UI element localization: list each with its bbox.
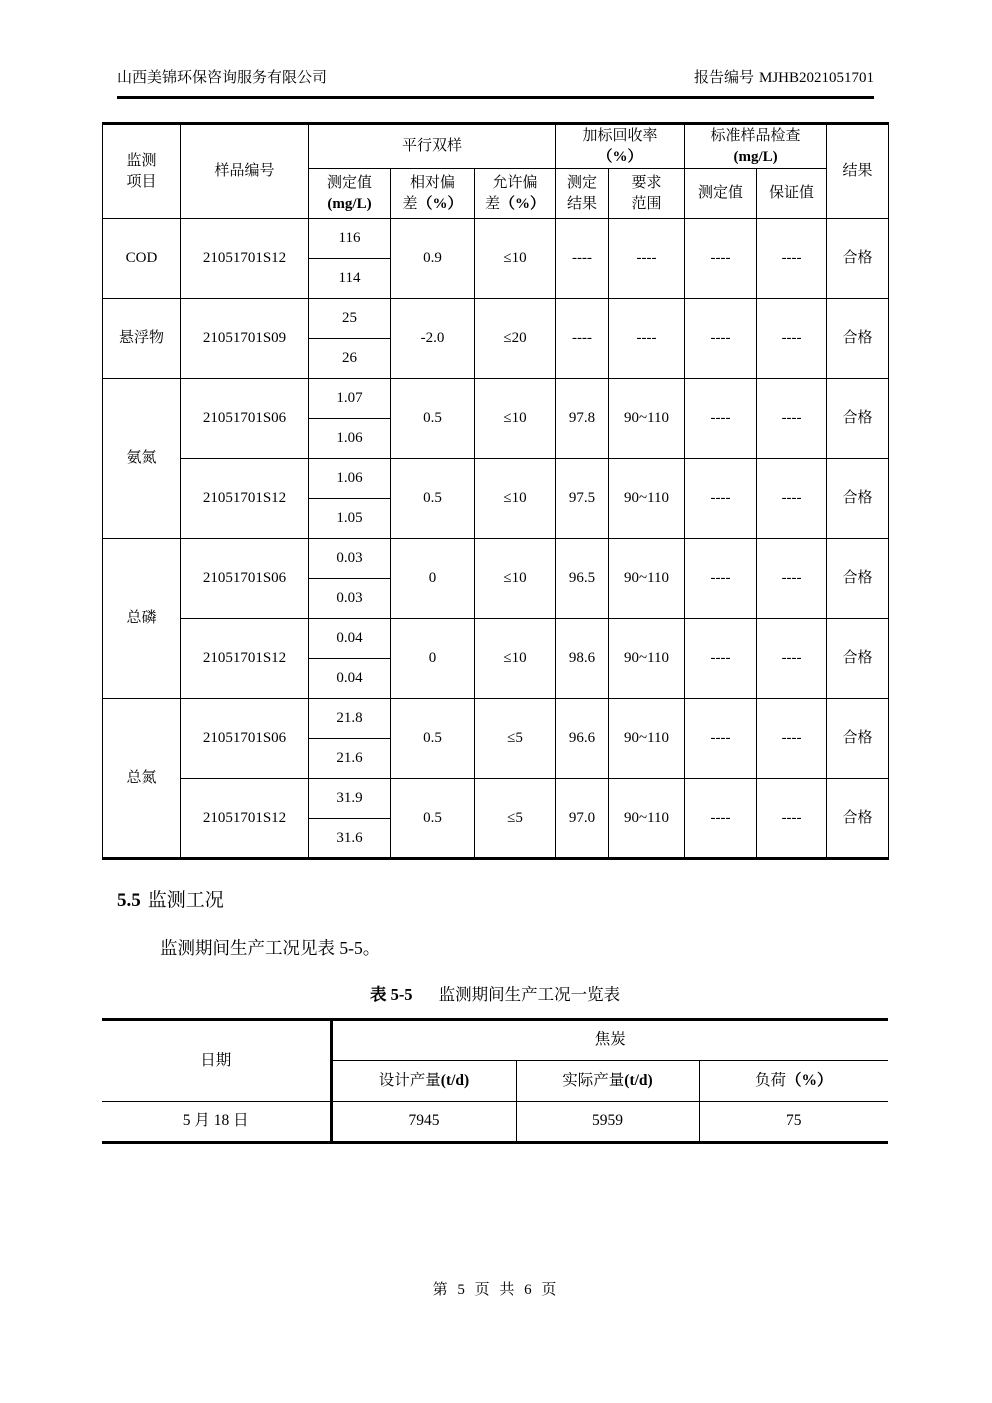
sample-id-cell: 21051701S06: [181, 379, 309, 459]
qa-row-tp-1: [103, 539, 889, 579]
prod-design-cell: 7945: [331, 1102, 516, 1143]
qa-header-rec-range-line1: 要求: [631, 174, 662, 191]
recovery-cell: 97.5: [556, 459, 609, 539]
std-certified-cell: ----: [757, 379, 827, 459]
measured-value-cell: 114: [309, 259, 391, 299]
qa-header-item: [103, 124, 181, 219]
qa-header-sample-id: 样品编号: [181, 124, 309, 219]
std-certified-cell: ----: [757, 219, 827, 299]
result-cell: 合格: [827, 299, 889, 379]
item-cell: 总氮: [103, 699, 181, 859]
std-certified-cell: ----: [757, 779, 827, 859]
qa-header-item-line2: 项目: [126, 173, 157, 190]
result-cell: 合格: [827, 779, 889, 859]
result-cell: 合格: [827, 699, 889, 779]
sample-id-cell: 21051701S12: [181, 779, 309, 859]
prod-header-load-unit: （%）: [786, 1071, 833, 1089]
item-cell: 悬浮物: [103, 299, 181, 379]
page-header: [102, 0, 888, 87]
rel-dev-cell: -2.0: [391, 299, 475, 379]
std-measured-cell: ----: [685, 539, 757, 619]
range-cell: ----: [609, 219, 685, 299]
prod-header-design-unit: (t/d): [440, 1071, 470, 1089]
allow-dev-cell: ≤10: [475, 619, 556, 699]
qa-header-rel-dev-line2: [391, 194, 474, 215]
recovery-cell: 97.8: [556, 379, 609, 459]
qa-header-rel-dev-line1: 相对偏: [409, 174, 455, 191]
section-title: 监测工况: [147, 890, 224, 911]
qa-header-result: 结果: [827, 124, 889, 219]
allow-dev-cell: ≤10: [475, 539, 556, 619]
page-number: 第 5 页 共 6 页: [432, 1282, 560, 1298]
qa-header-rec-range: [609, 169, 685, 219]
measured-value-cell: 116: [309, 219, 391, 259]
measured-value-cell: 0.03: [309, 539, 391, 579]
prod-header-date: 日期: [102, 1020, 331, 1102]
measured-value-cell: 1.05: [309, 499, 391, 539]
item-cell: 总磷: [103, 539, 181, 699]
table-caption-label: 表 5-5: [369, 985, 413, 1004]
std-measured-cell: ----: [685, 299, 757, 379]
prod-header-product: 焦炭: [331, 1020, 888, 1061]
std-measured-cell: ----: [685, 699, 757, 779]
rel-dev-cell: 0.5: [391, 779, 475, 859]
item-cell: 氨氮: [103, 379, 181, 539]
qa-header-row-1: [103, 124, 889, 169]
sample-id-cell: 21051701S12: [181, 219, 309, 299]
rel-dev-cell: 0.5: [391, 379, 475, 459]
qa-row-tn-3: [103, 779, 889, 819]
recovery-cell: ----: [556, 219, 609, 299]
allow-dev-cell: ≤5: [475, 699, 556, 779]
measured-value-cell: 1.06: [309, 459, 391, 499]
qa-header-allow-dev-line1: 允许偏: [492, 174, 538, 191]
prod-header-row-1: [102, 1020, 888, 1061]
qa-header-rec-result-line1: 测定: [567, 174, 598, 191]
result-cell: 合格: [827, 219, 889, 299]
qa-header-measured-unit: (mg/L): [327, 195, 372, 212]
std-measured-cell: ----: [685, 219, 757, 299]
std-certified-cell: ----: [757, 299, 827, 379]
allow-dev-cell: ≤5: [475, 779, 556, 859]
prod-header-load-label: 负荷: [755, 1071, 787, 1089]
report-number-value: MJHB2021051701: [758, 70, 874, 86]
qa-header-allow-dev-unit: （%）: [500, 195, 546, 212]
qa-row-nh3-1: [103, 379, 889, 419]
sample-id-cell: 21051701S06: [181, 539, 309, 619]
item-cell: COD: [103, 219, 181, 299]
qa-header-allow-dev-line2: [475, 194, 555, 215]
prod-date-cell: 5 月 18 日: [102, 1102, 331, 1143]
measured-value-cell: 25: [309, 299, 391, 339]
sample-id-cell: 21051701S12: [181, 619, 309, 699]
measured-value-cell: 21.6: [309, 739, 391, 779]
prod-header-actual: [516, 1061, 699, 1102]
qa-header-parallel: 平行双样: [309, 124, 556, 169]
recovery-cell: 98.6: [556, 619, 609, 699]
std-measured-cell: ----: [685, 779, 757, 859]
rel-dev-cell: 0.5: [391, 699, 475, 779]
rel-dev-cell: 0: [391, 539, 475, 619]
recovery-cell: 97.0: [556, 779, 609, 859]
measured-value-cell: 26: [309, 339, 391, 379]
allow-dev-cell: ≤10: [475, 379, 556, 459]
std-certified-cell: ----: [757, 539, 827, 619]
company-name: 山西美锦环保咨询服务有限公司: [117, 70, 328, 86]
qa-header-std-check: [685, 124, 827, 169]
measured-value-cell: 0.03: [309, 579, 391, 619]
std-certified-cell: ----: [757, 619, 827, 699]
qa-header-rel-dev-line2-text: 差: [402, 195, 418, 212]
allow-dev-cell: ≤10: [475, 219, 556, 299]
qa-header-rec-result: [556, 169, 609, 219]
qa-header-rel-dev: [391, 169, 475, 219]
std-measured-cell: ----: [685, 379, 757, 459]
qa-header-item-line1: 监测: [126, 152, 157, 169]
section-number: 5.5: [117, 890, 141, 911]
prod-header-design: [331, 1061, 516, 1102]
qa-header-recovery-line1: 加标回收率: [582, 127, 658, 144]
qa-header-std-certified: 保证值: [757, 169, 827, 219]
std-measured-cell: ----: [685, 459, 757, 539]
section-heading: [117, 885, 888, 912]
report-number: [694, 66, 874, 87]
recovery-cell: 96.5: [556, 539, 609, 619]
prod-header-load: [699, 1061, 888, 1102]
range-cell: ----: [609, 299, 685, 379]
range-cell: 90~110: [609, 379, 685, 459]
qa-header-allow-dev: [475, 169, 556, 219]
header-rule: [117, 96, 874, 99]
range-cell: 90~110: [609, 619, 685, 699]
qa-row-cod-1: [103, 219, 889, 259]
recovery-cell: ----: [556, 299, 609, 379]
allow-dev-cell: ≤20: [475, 299, 556, 379]
qa-row-tp-3: [103, 619, 889, 659]
sample-id-cell: 21051701S12: [181, 459, 309, 539]
qa-header-recovery-unit: （%）: [597, 148, 643, 165]
range-cell: 90~110: [609, 459, 685, 539]
std-certified-cell: ----: [757, 699, 827, 779]
measured-value-cell: 31.6: [309, 819, 391, 859]
std-certified-cell: ----: [757, 459, 827, 539]
table-caption: [102, 981, 888, 1005]
qa-header-allow-dev-line2-text: 差: [485, 195, 501, 212]
qa-header-recovery: [556, 124, 685, 169]
qa-row-nh3-3: [103, 459, 889, 499]
qa-qc-table: [102, 122, 889, 860]
qa-row-ss-1: [103, 299, 889, 339]
result-cell: 合格: [827, 539, 889, 619]
qa-header-rec-range-line2: 范围: [631, 195, 662, 212]
body-paragraph: 监测期间生产工况见表 5-5。: [160, 938, 381, 958]
prod-load-cell: 75: [699, 1102, 888, 1143]
measured-value-cell: 0.04: [309, 659, 391, 699]
prod-header-design-label: 设计产量: [378, 1071, 441, 1089]
qa-header-rel-dev-unit: （%）: [417, 195, 463, 212]
prod-header-actual-unit: (t/d): [624, 1071, 653, 1089]
sample-id-cell: 21051701S09: [181, 299, 309, 379]
measured-value-cell: 0.04: [309, 619, 391, 659]
rel-dev-cell: 0: [391, 619, 475, 699]
qa-row-tn-1: [103, 699, 889, 739]
rel-dev-cell: 0.5: [391, 459, 475, 539]
std-measured-cell: ----: [685, 619, 757, 699]
measured-value-cell: 1.07: [309, 379, 391, 419]
production-table: [102, 1018, 888, 1144]
measured-value-cell: 31.9: [309, 779, 391, 819]
range-cell: 90~110: [609, 699, 685, 779]
qa-header-std-check-line1: 标准样品检查: [710, 127, 801, 144]
rel-dev-cell: 0.9: [391, 219, 475, 299]
range-cell: 90~110: [609, 539, 685, 619]
measured-value-cell: 1.06: [309, 419, 391, 459]
result-cell: 合格: [827, 459, 889, 539]
measured-value-cell: 21.8: [309, 699, 391, 739]
range-cell: 90~110: [609, 779, 685, 859]
qa-header-std-measured: 测定值: [685, 169, 757, 219]
recovery-cell: 96.6: [556, 699, 609, 779]
result-cell: 合格: [827, 619, 889, 699]
qa-header-measured: [309, 169, 391, 219]
qa-header-rec-result-line2: 结果: [567, 195, 598, 212]
prod-actual-cell: 5959: [516, 1102, 699, 1143]
table-caption-title: 监测期间生产工况一览表: [438, 985, 621, 1004]
report-number-label: 报告编号: [693, 70, 754, 86]
allow-dev-cell: ≤10: [475, 459, 556, 539]
prod-data-row: [102, 1102, 888, 1143]
prod-header-actual-label: 实际产量: [562, 1071, 625, 1089]
qa-header-std-check-unit: (mg/L): [733, 148, 778, 165]
result-cell: 合格: [827, 379, 889, 459]
sample-id-cell: 21051701S06: [181, 699, 309, 779]
qa-header-measured-line1: 测定值: [326, 174, 372, 191]
